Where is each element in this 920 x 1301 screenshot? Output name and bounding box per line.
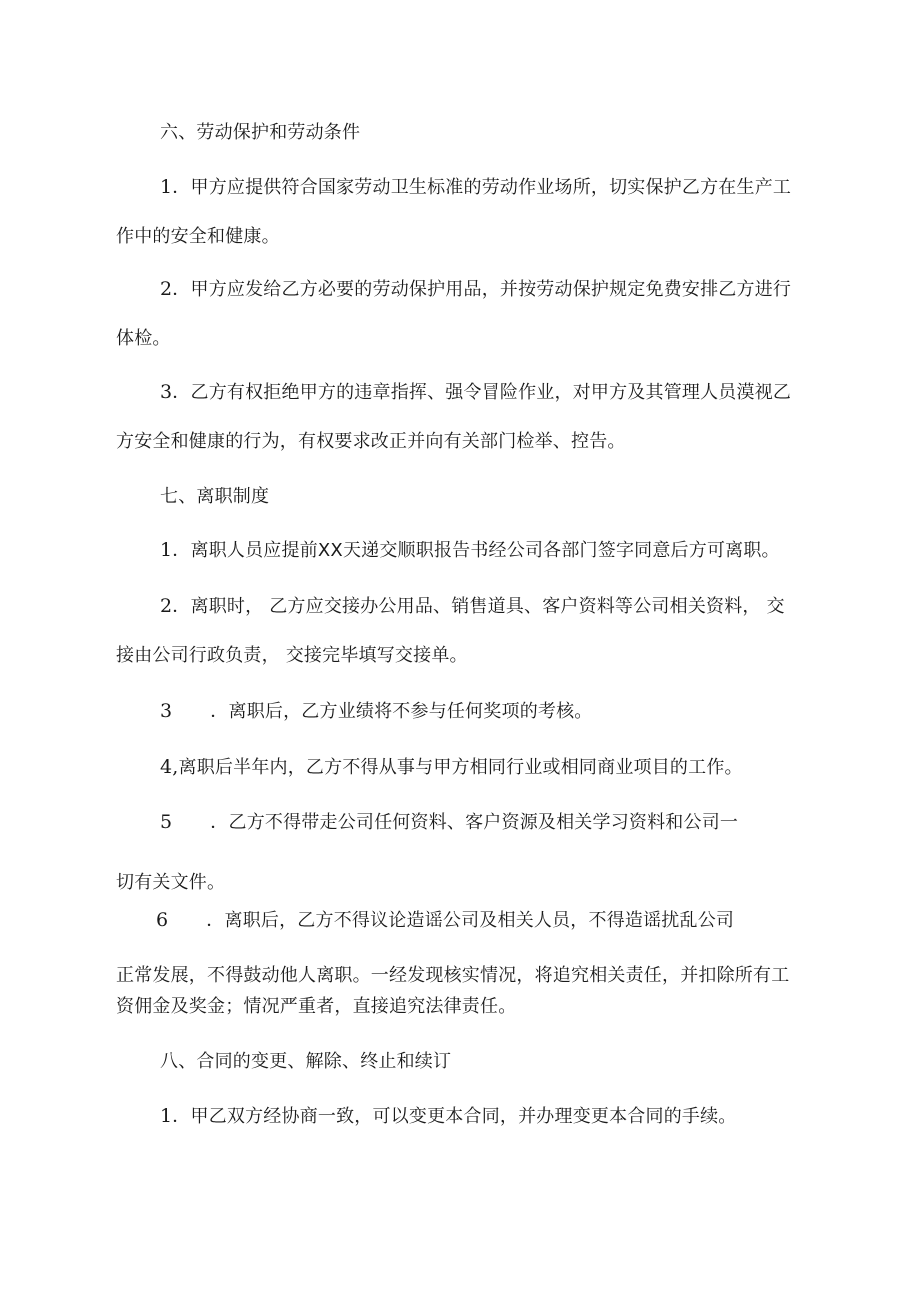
paragraph-line: 作中的安全和健康。 [116,226,280,247]
paragraph-line [160,699,593,724]
item-text: ．离职后，乙方不得议论造谣公司及相关人员，不得造谣扰乱公司 [206,910,735,931]
item-number: 4, [160,756,179,778]
paragraph-line [156,908,734,933]
item-number: 2 [160,278,173,300]
paragraph-line: 切有关文件。 [116,872,226,893]
section-heading: 八、合同的变更、解除、终止和续订 [160,1051,452,1072]
paragraph-line: 体检。 [116,328,171,349]
paragraph-line [160,594,785,619]
item-number: 3 [160,381,173,403]
item-text: ．乙方不得带走公司任何资料、客户资源及相关学习资料和公司一 [210,812,739,833]
item-text: ．甲方应发给乙方必要的劳动保护用品，并按劳动保护规定免费安排乙方进行 [172,279,792,300]
paragraph-line [160,1104,737,1129]
paragraph-line [160,810,738,835]
item-number: 3 [160,700,173,722]
item-text: 离职后半年内，乙方不得从事与甲方相同行业或相同商业项目的工作。 [178,757,743,778]
paragraph-line: 资佣金及奖金；情况严重者，直接追究法律责任。 [116,996,517,1017]
item-number: 6 [156,909,169,931]
item-number: 1 [160,539,173,561]
item-number: 2 [160,595,173,617]
item-number: 1 [160,1105,173,1127]
section-heading: 六、劳动保护和劳动条件 [160,122,361,143]
paragraph-line: 接由公司行政负责， 交接完毕填写交接单。 [116,645,468,666]
paragraph-line: 方安全和健康的行为，有权要求改正并向有关部门检举、控告。 [116,431,626,452]
paragraph-line: 正常发展，不得鼓动他人离职。一经发现核实情况，将追究相关责任，并扣除所有工 [116,965,790,986]
paragraph-line [160,755,743,780]
item-number: 5 [160,811,173,833]
item-number: 1 [160,176,173,198]
paragraph-line [160,380,791,405]
paragraph-line [160,277,791,302]
item-text: ．离职后，乙方业绩将不参与任何奖项的考核。 [210,701,593,722]
item-text: ．离职时， 乙方应交接办公用品、销售道具、客户资料等公司相关资料， 交 [172,596,785,617]
item-text: ．离职人员应提前XX天递交顺职报告书经公司各部门签字同意后方可离职。 [172,540,780,561]
item-text: ．甲方应提供符合国家劳动卫生标准的劳动作业场所，切实保护乙方在生产工 [172,177,792,198]
section-heading: 七、离职制度 [160,486,270,507]
item-text: ．甲乙双方经协商一致，可以变更本合同，并办理变更本合同的手续。 [172,1106,737,1127]
item-text: ．乙方有权拒绝甲方的违章指挥、强令冒险作业，对甲方及其管理人员漠视乙 [172,382,792,403]
paragraph-line [160,175,791,200]
paragraph-line [160,538,780,563]
